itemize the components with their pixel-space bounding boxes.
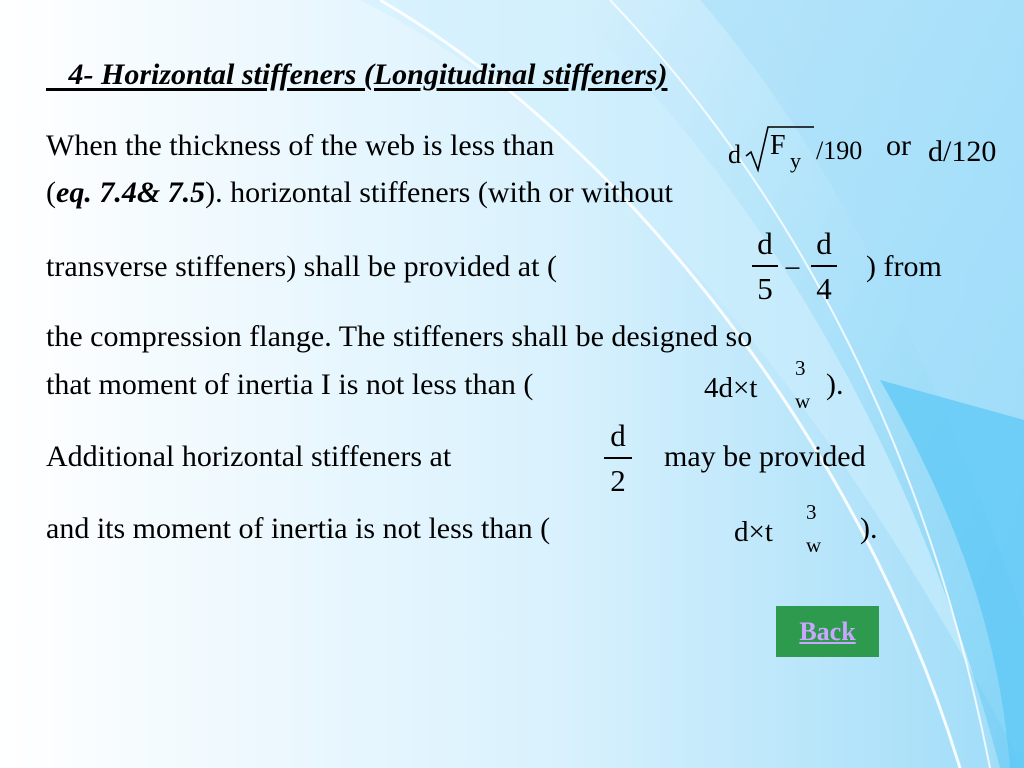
slide-title: 4- Horizontal stiffeners (Longitudinal stiffeners) — [46, 58, 668, 91]
para2-line1-start: Additional horizontal stiffeners at — [46, 440, 452, 473]
math-d-div-120: d/120 — [928, 135, 997, 168]
math-F: F — [770, 130, 786, 161]
para1-line1: When the thickness of the web is less than — [46, 129, 555, 162]
para2-line2-start: and its moment of inertia is not less than ( — [46, 512, 551, 545]
math-subscript-y: y — [790, 148, 801, 173]
fraction-d-over-2 — [604, 420, 632, 496]
frac2-denominator: 4 — [816, 271, 832, 306]
back-button[interactable]: Back — [776, 606, 879, 657]
fraction-d-over-5 — [752, 228, 778, 304]
frac1-numerator: d — [757, 226, 773, 261]
frac2-bar — [811, 265, 837, 267]
inertia-expression-4d: 4d×t — [704, 372, 758, 404]
frac1-bar — [752, 265, 778, 267]
inertia1-superscript: 3 — [795, 356, 806, 380]
para1-line2 — [46, 178, 673, 208]
para2-line1-end: may be provided — [664, 440, 866, 473]
minus-sign: − — [784, 252, 801, 285]
para1-line5-start: that moment of inertia I is not less than ( — [46, 368, 534, 401]
frac1-denominator: 5 — [757, 271, 773, 306]
inertia1-subscript: w — [795, 389, 811, 413]
math-div-190: /190 — [816, 136, 863, 165]
inertia2-subscript: w — [806, 533, 822, 557]
equation-reference: eq. 7.4& 7.5 — [56, 176, 206, 209]
open-paren: ( — [46, 176, 56, 209]
inertia2-superscript: 3 — [806, 500, 817, 524]
frac3-denominator: 2 — [610, 463, 626, 498]
frac3-bar — [604, 457, 632, 459]
math-d: d — [728, 140, 741, 169]
frac2-numerator: d — [816, 226, 832, 261]
para1-line2-rest: ). horizontal stiffeners (with or without — [205, 176, 673, 209]
word-or: or — [886, 129, 911, 162]
frac3-numerator: d — [610, 418, 626, 453]
para1-line3-start: transverse stiffeners) shall be provided at ( — [46, 250, 557, 283]
fraction-d-over-4 — [811, 228, 837, 304]
para1-line3-end: ) from — [866, 250, 942, 283]
inertia-expression-d: d×t — [734, 516, 773, 548]
para2-line2-end: ). — [860, 512, 878, 545]
para1-line5-end: ). — [826, 368, 844, 401]
para1-line4: the compression flange. The stiffeners shall be designed so — [46, 320, 753, 353]
